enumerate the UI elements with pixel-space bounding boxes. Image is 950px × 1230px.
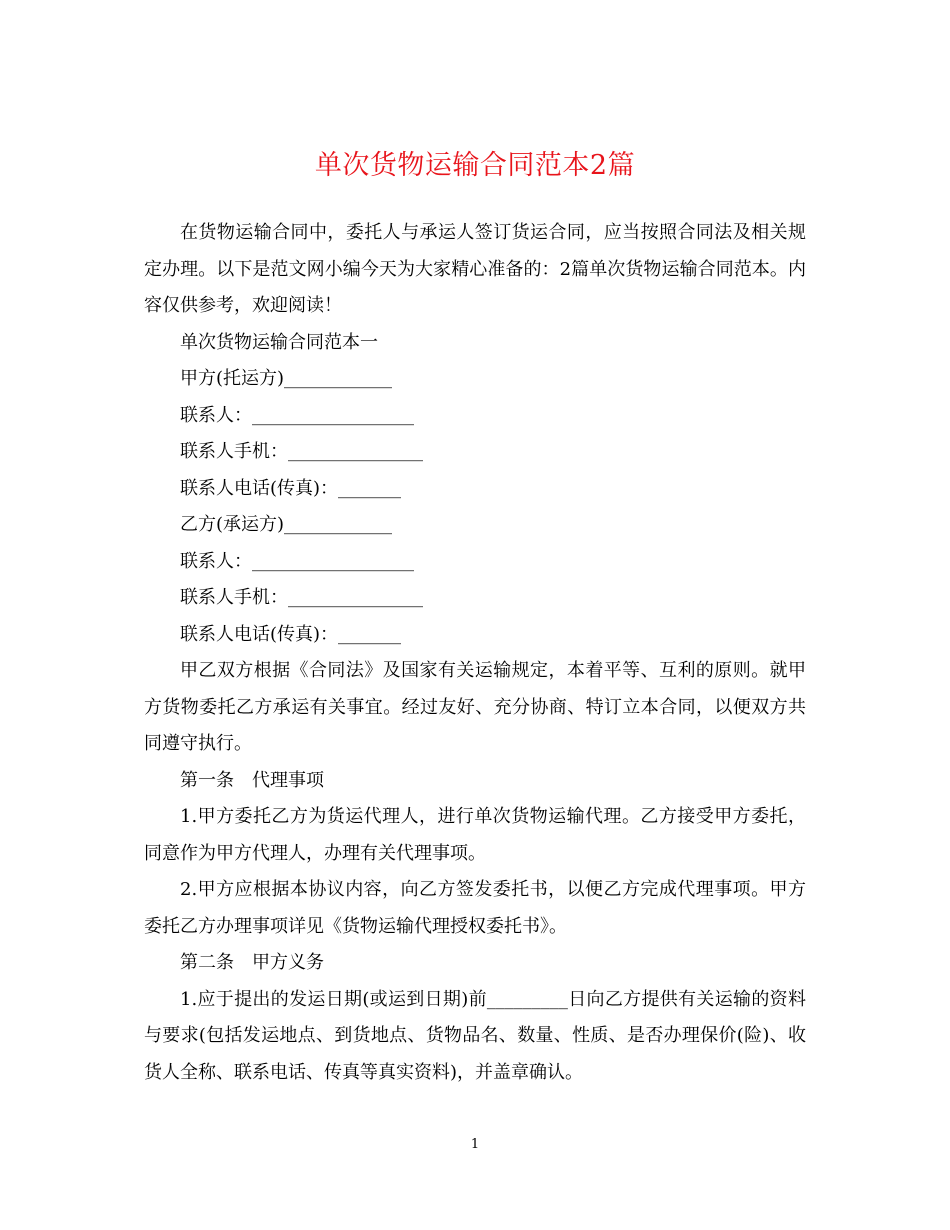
- party-b-mobile-line: 联系人手机：_______________: [180, 587, 423, 608]
- page-number: 1: [470, 1137, 480, 1152]
- party-b-phone-line: 联系人电话(传真)：_______: [180, 623, 402, 645]
- document-body: [144, 215, 806, 1091]
- party-a-phone-line: 联系人电话(传真)：_______: [180, 477, 402, 499]
- article-2-heading: 第二条 甲方义务: [180, 952, 324, 973]
- article-1-item-1: 1.甲方委托乙方为货运代理人，进行单次货物运输代理。乙方接受甲方委托，同意作为甲方代理人，办理有关代理事项。: [144, 806, 806, 864]
- article-1-heading: 第一条 代理事项: [180, 769, 324, 791]
- preamble-paragraph: 甲乙双方根据《合同法》及国家有关运输规定，本着平等、互利的原则。就甲方货物委托乙方承运有关事宜。经过友好、充分协商、特订立本合同，以便双方共同遵守执行。: [144, 660, 806, 754]
- party-a-line: 甲方(托运方)____________: [180, 368, 393, 389]
- intro-paragraph: 在货物运输合同中，委托人与承运人签订货运合同，应当按照合同法及相关规定办理。以下是范文网小编今天为大家精心准备的：2篇单次货物运输合同范本。内容仅供参考，欢迎阅读！: [144, 222, 806, 316]
- article-2-item-1: 1.应于提出的发运日期(或运到日期)前_________日向乙方提供有关运输的资料与要求(包括发运地点、到货地点、货物品名、数量、性质、是否办理保价(险)、收货人全称、联系电话、传真等真实资料)，并盖章确认。: [144, 988, 806, 1083]
- party-b-contact-line: 联系人：__________________: [180, 550, 414, 572]
- document-title: 单次货物运输合同范本2篇: [314, 150, 636, 181]
- party-a-contact-line: 联系人：__________________: [180, 404, 414, 426]
- contract-heading: 单次货物运输合同范本一: [180, 331, 378, 353]
- party-a-mobile-line: 联系人手机：_______________: [180, 441, 423, 462]
- article-1-item-2: 2.甲方应根据本协议内容，向乙方签发委托书，以便乙方完成代理事项。甲方委托乙方办理事项详见《货物运输代理授权委托书》。: [144, 879, 806, 937]
- party-b-line: 乙方(承运方)____________: [180, 514, 393, 535]
